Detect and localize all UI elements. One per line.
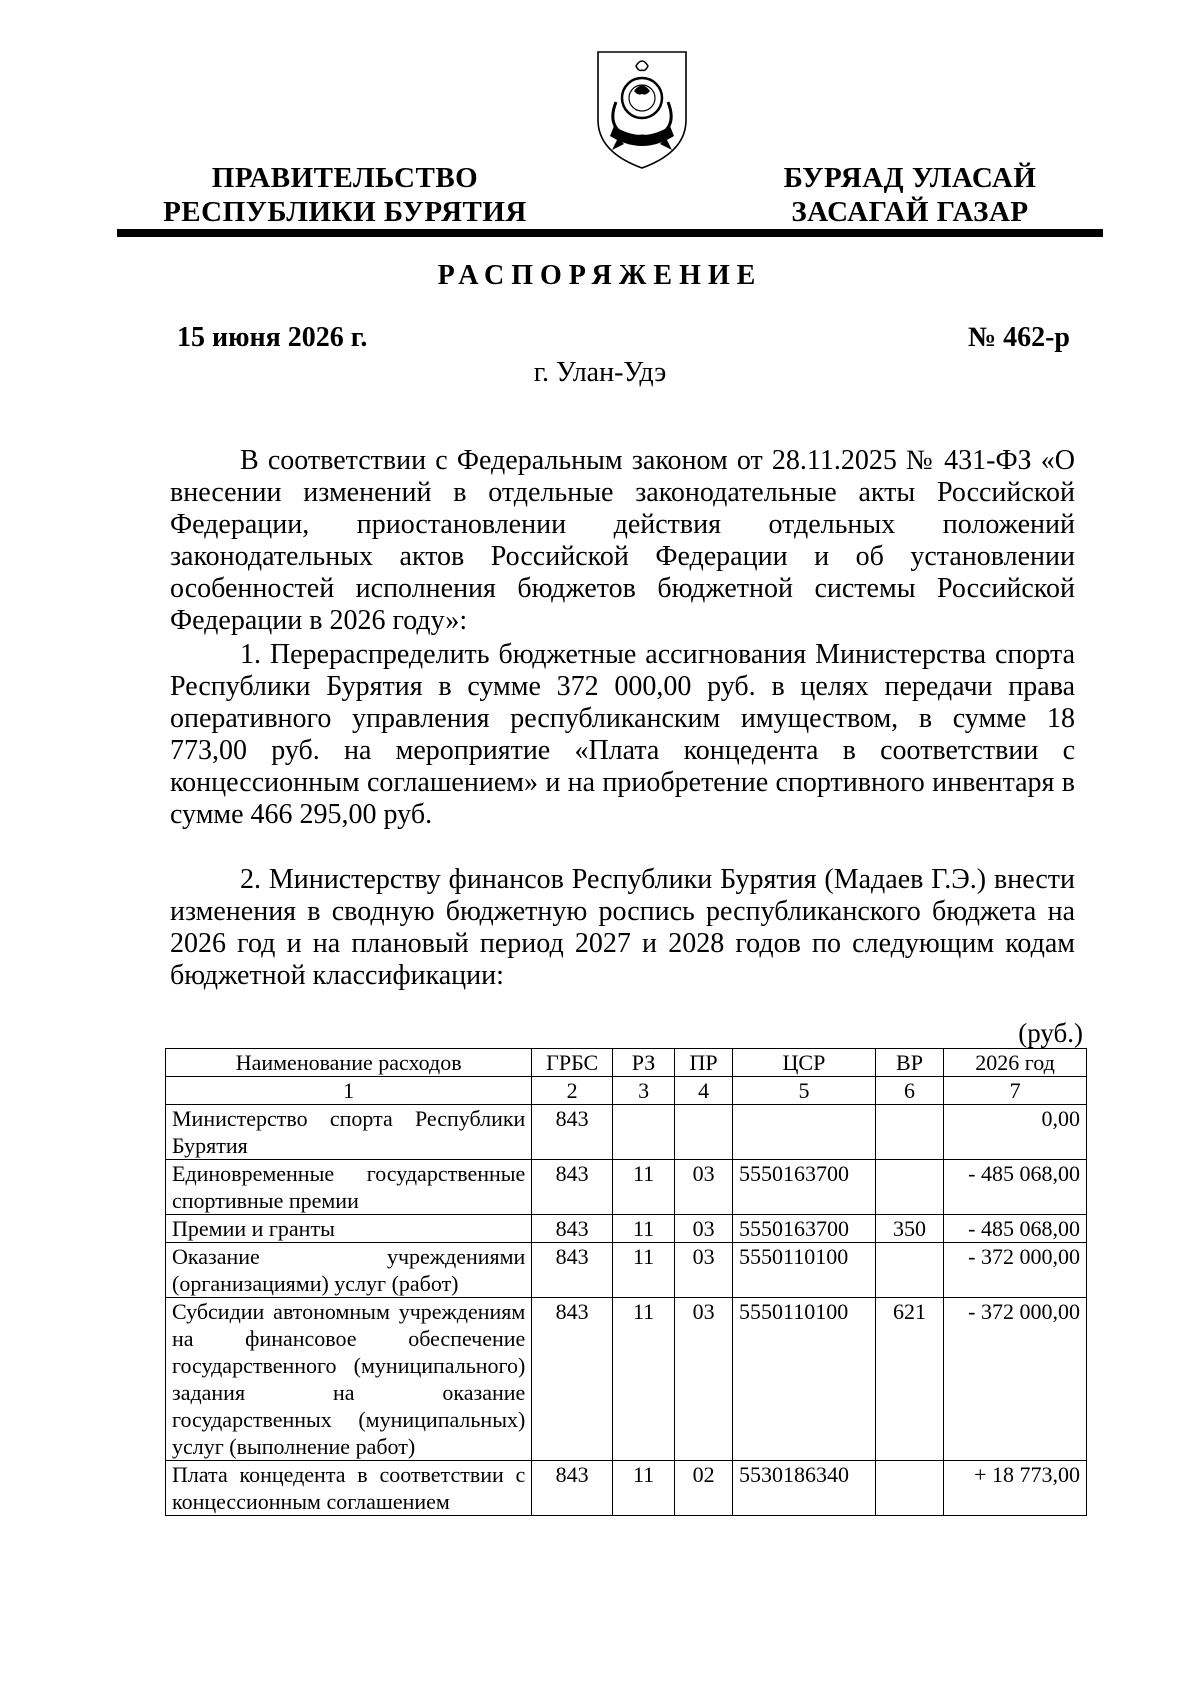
expense-name: Единовременные государственные спортивные премии	[166, 1160, 532, 1215]
table-row	[166, 1461, 1087, 1516]
column-header: 2026 год	[944, 1049, 1087, 1077]
table-header-row	[166, 1049, 1087, 1077]
vr-code: 621	[875, 1298, 943, 1461]
expense-name: Субсидии автономным учреждениям на финансовое обеспечение государственного (муниципального) задания на оказание государственных (муниципальных) услуг (выполнение работ)	[166, 1298, 532, 1461]
table-unit-label: (руб.)	[1018, 1018, 1083, 1048]
column-number: 5	[733, 1077, 876, 1105]
pr-code: 03	[675, 1160, 733, 1215]
budget-table	[165, 1048, 1087, 1516]
column-header: ЦСР	[733, 1049, 876, 1077]
document-number: № 462-р	[967, 322, 1070, 353]
column-header: ГРБС	[532, 1049, 613, 1077]
csr-code: 5550110100	[733, 1298, 876, 1461]
government-name-ru-line1: ПРАВИТЕЛЬСТВО	[211, 162, 479, 194]
expense-name: Премии и гранты	[166, 1215, 532, 1243]
rz-code: 11	[613, 1160, 675, 1215]
rz-code: 11	[613, 1298, 675, 1461]
vr-code	[875, 1105, 943, 1160]
table-row	[166, 1243, 1087, 1298]
csr-code: 5530186340	[733, 1461, 876, 1516]
grbs-code: 843	[532, 1298, 613, 1461]
rz-code: 11	[613, 1215, 675, 1243]
column-number: 1	[166, 1077, 532, 1105]
item-2-paragraph: 2. Министерству финансов Республики Бурятия (Мадаев Г.Э.) внести изменения в сводную бюджетную роспись республиканского бюджета на 2026 год и на плановый период 2027 и 2028 годов по следующим кодам бюджетной классификации:	[170, 864, 1075, 991]
vr-code	[875, 1461, 943, 1516]
table-row	[166, 1215, 1087, 1243]
table-row	[166, 1160, 1087, 1215]
vr-code	[875, 1243, 943, 1298]
vr-code	[875, 1160, 943, 1215]
column-number: 7	[944, 1077, 1087, 1105]
csr-code: 5550163700	[733, 1160, 876, 1215]
expense-name: Плата концедента в соответствии с концессионным соглашением	[166, 1461, 532, 1516]
document-city: г. Улан-Удэ	[533, 357, 667, 388]
column-number: 2	[532, 1077, 613, 1105]
column-header: ПР	[675, 1049, 733, 1077]
document-date: 15 июня 2026 г.	[177, 322, 368, 353]
column-number-row	[166, 1077, 1087, 1105]
pr-code	[675, 1105, 733, 1160]
amount-2026: - 372 000,00	[944, 1243, 1087, 1298]
grbs-code: 843	[532, 1215, 613, 1243]
pr-code: 03	[675, 1243, 733, 1298]
column-header: РЗ	[613, 1049, 675, 1077]
grbs-code: 843	[532, 1105, 613, 1160]
government-name-bua-line1: БУРЯАД УЛАСАЙ	[783, 162, 1037, 194]
rz-code	[613, 1105, 675, 1160]
amount-2026: - 485 068,00	[944, 1160, 1087, 1215]
rz-code: 11	[613, 1243, 675, 1298]
amount-2026: - 372 000,00	[944, 1298, 1087, 1461]
column-header: ВР	[875, 1049, 943, 1077]
grbs-code: 843	[532, 1461, 613, 1516]
amount-2026: 0,00	[944, 1105, 1087, 1160]
government-name-ru-line2: РЕСПУБЛИКИ БУРЯТИЯ	[163, 196, 527, 228]
item-1-paragraph: 1. Перераспределить бюджетные ассигнования Министерства спорта Республики Бурятия в сумме 372 000,00 руб. в целях передачи права оперативного управления республиканским имуществом, в сумме 18 773,00 руб. на мероприятие «Плата концедента в соответствии с концессионным соглашением» и на приобретение спортивного инвентаря в сумме 466 295,00 руб.	[170, 639, 1075, 830]
column-header: Наименование расходов	[166, 1049, 532, 1077]
csr-code: 5550110100	[733, 1243, 876, 1298]
government-name-russian	[160, 161, 530, 229]
column-number: 4	[675, 1077, 733, 1105]
document-type-title: РАСПОРЯЖЕНИЕ	[437, 260, 763, 291]
column-number: 3	[613, 1077, 675, 1105]
government-name-buryat	[770, 161, 1050, 229]
grbs-code: 843	[532, 1160, 613, 1215]
pr-code: 03	[675, 1298, 733, 1461]
pr-code: 03	[675, 1215, 733, 1243]
expense-name: Министерство спорта Республики Бурятия	[166, 1105, 532, 1160]
table-row	[166, 1105, 1087, 1160]
expense-name: Оказание учреждениями (организациями) услуг (работ)	[166, 1243, 532, 1298]
government-name-bua-line2: ЗАСАГАЙ ГАЗАР	[791, 196, 1029, 228]
grbs-code: 843	[532, 1243, 613, 1298]
table-row	[166, 1298, 1087, 1461]
coat-of-arms-emblem	[590, 46, 694, 172]
csr-code	[733, 1105, 876, 1160]
amount-2026: - 485 068,00	[944, 1215, 1087, 1243]
header-divider	[117, 229, 1103, 237]
vr-code: 350	[875, 1215, 943, 1243]
pr-code: 02	[675, 1461, 733, 1516]
csr-code: 5550163700	[733, 1215, 876, 1243]
preamble-paragraph: В соответствии с Федеральным законом от 28.11.2025 № 431-ФЗ «О внесении изменений в отдельные законодательные акты Российской Федерации, приостановлении действия отдельных положений законодательных актов Российской Федерации и об установлении особенностей исполнения бюджетов бюджетной системы Российской Федерации в 2026 году»:	[170, 445, 1075, 636]
column-number: 6	[875, 1077, 943, 1105]
amount-2026: + 18 773,00	[944, 1461, 1087, 1516]
rz-code: 11	[613, 1461, 675, 1516]
